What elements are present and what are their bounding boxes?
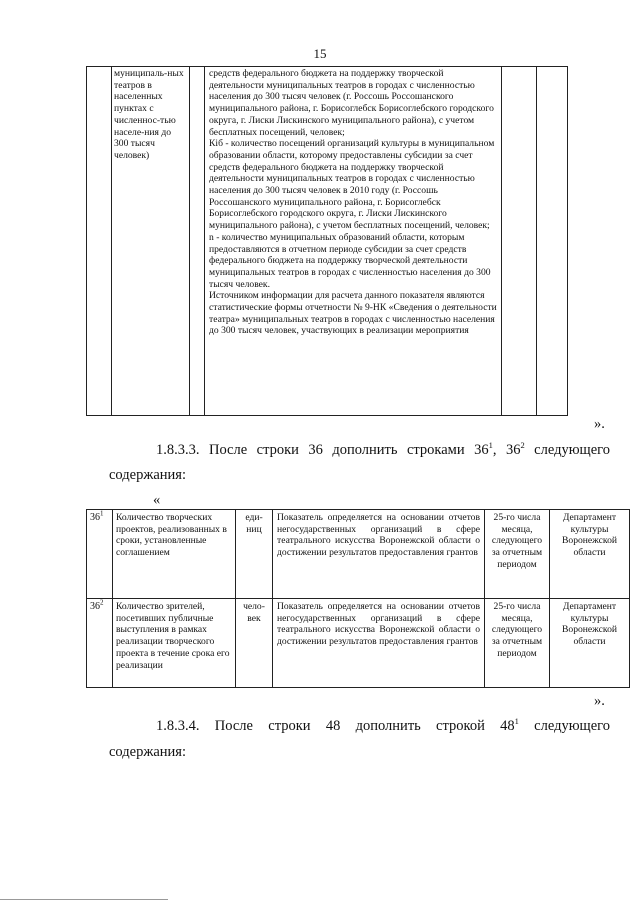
table-cell-unit: [190, 67, 205, 416]
table-cell-responsible: [537, 67, 568, 416]
method-paragraph: n - количество муниципальных образований области, которым предоставляются в отчетном периоде субсидии за счет средств федерального бюджета на поддержку творческой деятельности муниципальных театров в городах с численностью населения до 300 тысяч человек.: [209, 231, 491, 290]
table-row: [87, 510, 630, 599]
paragraph-2-line-1: 1.8.3.4. После строки 48 дополнить строкой $48^1$ следующего: [156, 716, 610, 734]
responsible-body: Департамент культуры Воронежской области: [550, 510, 630, 599]
table-row: [87, 67, 568, 416]
opening-quote: «: [153, 492, 161, 508]
paragraph-1-line-2: содержания:: [109, 467, 187, 483]
continued-table: [86, 66, 568, 416]
reporting-deadline: 25-го числа месяца, следующего за отчетным периодом: [485, 599, 550, 688]
unit-of-measure: еди-ниц: [236, 510, 273, 599]
closing-quote: ».: [594, 693, 605, 709]
inserted-rows-table: [86, 509, 630, 688]
row-number: $36^1$: [87, 510, 113, 599]
row-number: $36^2$: [87, 599, 113, 688]
table-cell-deadline: [502, 67, 537, 416]
calculation-method: Показатель определяется на основании отчетов негосударственных организаций в сфере театрального искусства Воронежской области о достижении результатов предоставления грантов: [273, 510, 485, 599]
calculation-method: Показатель определяется на основании отчетов негосударственных организаций в сфере театрального искусства Воронежской области о достижении результатов предоставления грантов: [273, 599, 485, 688]
responsible-body: Департамент культуры Воронежской области: [550, 599, 630, 688]
reporting-deadline: 25-го числа месяца, следующего за отчетным периодом: [485, 510, 550, 599]
table-row: [87, 599, 630, 688]
indicator-cell: муниципаль-ных театров в населенных пунктах с численнос-тью населе-ния до 300 тысяч человек): [112, 67, 190, 416]
table-cell-number: [87, 67, 112, 416]
method-paragraph: средств федерального бюджета на поддержку творческой деятельности муниципальных театров в городах с численностью населения до 300 тысяч человек (г. Россошь Россошанского муниципального района, г. Борисоглебск Борисоглебского городского округа, г. Лиски Лискинского муниципального района), с учетом бесплатных посещений, человек;: [209, 68, 494, 138]
method-paragraph: Источником информации для расчета данного показателя являются статистические формы отчетности № 9-НК «Сведения о деятельности театра» муниципальных театров в городах с численностью населения до 300 тысяч человек, участвующих в реализации мероприятия: [209, 290, 497, 337]
method-cell: [205, 67, 502, 416]
closing-quote: ».: [594, 416, 605, 432]
indicator-name: Количество творческих проектов, реализованных в сроки, установленные соглашением: [113, 510, 236, 599]
paragraph-2-line-2: содержания:: [109, 744, 187, 760]
page-number: 15: [313, 46, 327, 61]
unit-of-measure: чело-век: [236, 599, 273, 688]
paragraph-1-line-1: 1.8.3.3. После строки 36 дополнить строками $36^1$, $36^2$ следующего: [156, 440, 610, 458]
indicator-name: Количество зрителей, посетивших публичные выступления в рамках реализации творческого проекта в течение срока его реализации: [113, 599, 236, 688]
method-paragraph: Кiб - количество посещений организаций культуры в муниципальном образовании области, которому предоставлены субсидии за счет средств федерального бюджета на поддержку творческой деятельности муниципальных театров в городах с численностью населения до 300 тысяч человек в 2010 году (г. Россошь Россошанского муниципального района, г. Борисоглебск Борисоглебского городского округа, г. Лиски Лискинского муниципального района), с учетом бесплатных посещений, человек;: [209, 138, 495, 232]
footer-rule: [0, 899, 168, 900]
